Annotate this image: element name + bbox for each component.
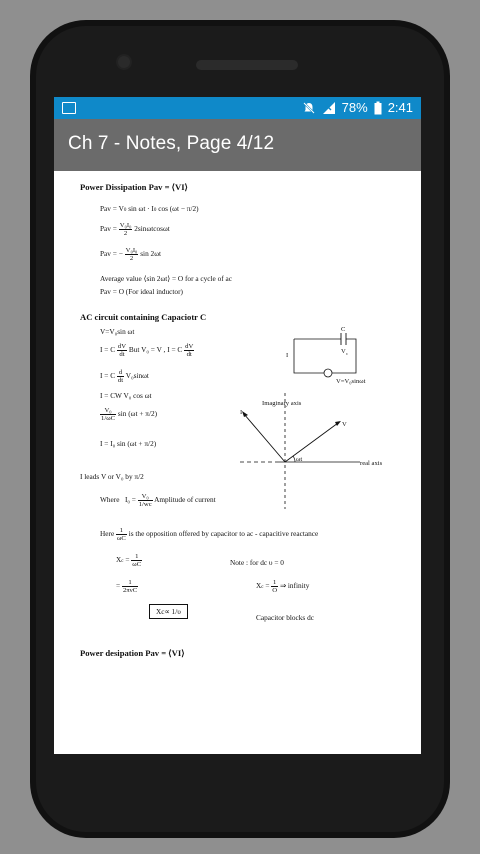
heading-ac-capacitor: AC circuit containing Capaciotr C [80, 312, 207, 322]
equation-pav-1: Pav = V0 sin ωt · I0 cos (ωt − π/2) [100, 204, 199, 213]
capacitor-blocks-dc-text: Capacitor blocks dc [256, 613, 314, 622]
earpiece-speaker [196, 60, 298, 70]
equation-pav-3: Pav = − $\frac{\text{V₀I₀}}{2}$ sin 2ωt [100, 247, 162, 262]
battery-icon [374, 101, 382, 115]
circuit-label-c: C [341, 326, 346, 333]
heading-power-dissipation: Power Dissipation Pav = ⟨VI⟩ [80, 182, 188, 192]
signal-icon [322, 101, 336, 115]
equation-i-amplitude: I = I₀ sin (ωt + π/2) [100, 439, 157, 448]
circuit-label-vc-sub: c [346, 351, 348, 356]
equation-where-i0: Where I₀ = $\frac{\text{V₀}}{1/wc}$ Amplitude of current [100, 493, 216, 508]
average-value-text: Average value ⟨sin 2ωt⟩ = O for a cycle of ac [100, 274, 232, 283]
phasor-label-wt: ωt [296, 456, 303, 463]
phasor-label-real-axis: real axis [360, 460, 383, 467]
circuit-label-source: V=V₀sinωt [336, 378, 366, 385]
phasor-label-imaginary-axis: Imaginary axis [262, 400, 302, 407]
equation-pav-2: Pav = $\frac{\text{V₀I₀}}{2}$ 2sinωtcosωt [100, 222, 170, 237]
equation-i-derivative: I = C $\frac{dV}{dt}$ But V₀ = V , I = C $\frac{dV}{dt}$ [100, 343, 194, 358]
notes-page-viewer[interactable] [54, 171, 421, 754]
equation-xc-1: Xc = $\frac{1}{\omega C}$ [116, 553, 142, 568]
notes-document [54, 171, 421, 754]
ideal-inductor-text: Pav = O (For ideal inductor) [100, 287, 183, 296]
reactance-definition-text: Here $\frac{1}{\omega C}$ is the opposition offered by capacitor to ac - capacitive reactance [100, 527, 319, 542]
capacitor-circuit-diagram [286, 326, 366, 385]
circuit-and-phasor-diagrams [54, 171, 421, 671]
circuit-label-vc: V [341, 348, 346, 355]
status-bar [54, 97, 421, 119]
equation-i-cos: I = CW V₀ cos ωt [100, 391, 152, 400]
note-dc-text: Note : for dc υ = 0 [230, 558, 284, 567]
status-right [302, 100, 413, 115]
proportionality-box: Xc∝ 1/υ [149, 604, 188, 619]
phone-screen [54, 97, 421, 754]
equation-i-phase: $\frac{\text{V₀}}{1/\omega C}$ sin (ωt + π/2) [101, 407, 158, 422]
muted-bell-icon [302, 101, 316, 115]
equation-xc-2: = $\frac{1}{\text{2πνC}}$ [116, 579, 138, 594]
i-leads-v-text: I leads V or V₀ by π/2 [80, 472, 144, 481]
equation-v: V=V₀sin ωt [100, 327, 135, 336]
phasor-diagram [240, 393, 383, 509]
equation-i-substitute: I = C $\frac{d}{dt}$ V₀sinωt [100, 369, 149, 384]
front-camera [118, 56, 130, 68]
phasor-label-v: V [342, 421, 347, 428]
phasor-label-i: I [240, 409, 243, 416]
heading-power-desipation: Power desipation Pav = ⟨VI⟩ [80, 648, 185, 658]
battery-percent: 78% [341, 100, 368, 115]
app-bar [54, 119, 421, 171]
page-title: Ch 7 - Notes, Page 4/12 [68, 133, 275, 154]
image-icon [62, 102, 76, 114]
status-time: 2:41 [387, 100, 413, 115]
ac-source-icon [324, 369, 332, 377]
circuit-label-i: I [286, 352, 289, 359]
equation-xc-dc: Xc = $\frac{1}{O}$ ⇒ infinity [256, 579, 310, 594]
